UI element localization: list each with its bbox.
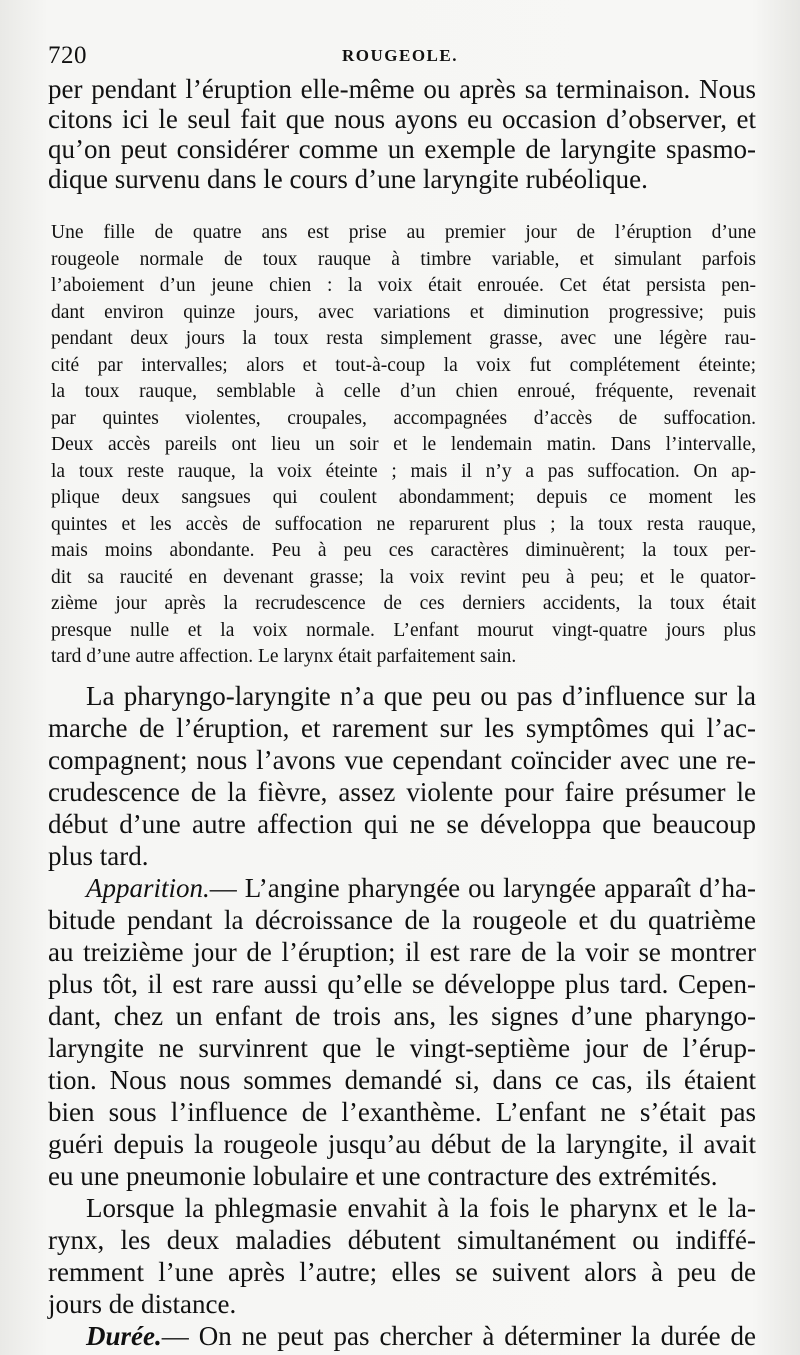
case-line: la toux reste rauque, la voix éteinte ; mais il n’y a pas suffocation. On ap-	[51, 460, 756, 482]
text-line: au treizième jour de l’éruption; il est rare de la voir se montrer	[48, 937, 756, 967]
text-line: plus tard.	[48, 841, 149, 871]
running-head: ROUGEOLE.	[342, 46, 458, 65]
text-line: Lorsque la phlegmasie envahit à la fois le pharynx et le la-	[86, 1193, 756, 1223]
text-line: marche de l’éruption, et rarement sur les symptômes qui l’ac-	[48, 713, 756, 743]
case-line: tard d’une autre affection. Le larynx était parfaitement sain.	[51, 646, 517, 667]
text-line: début d’une autre affection qui ne se développa que beaucoup	[48, 809, 756, 839]
duree-text: — On ne peut pas chercher à déterminer la durée de	[161, 1321, 756, 1351]
text-line: citons ici le seul fait que nous ayons eu occasion d’observer, et	[48, 104, 756, 134]
text-line: bitude pendant la décroissance de la rougeole et du quatrième	[48, 905, 756, 935]
apparition-text: — L’angine pharyngée ou laryngée apparaît d’ha-	[209, 873, 756, 903]
text-line: guéri depuis la rougeole jusqu’au début de la laryngite, il avait	[48, 1129, 756, 1159]
text-line: remment l’une après l’autre; elles se suivent alors à peu de	[48, 1257, 756, 1287]
text-line: plus tôt, il est rare aussi qu’elle se développe plus tard. Cepen-	[48, 969, 756, 999]
case-line: rougeole normale de toux rauque à timbre variable, et simulant parfois	[51, 248, 756, 270]
apparition-heading: Apparition.	[86, 873, 210, 903]
case-line: mais moins abondante. Peu à peu ces caractères diminuèrent; la toux per-	[51, 540, 756, 561]
text-line: rynx, les deux maladies débutent simultanément ou indiffé-	[48, 1225, 756, 1255]
intro-paragraph	[48, 74, 756, 194]
text-line: crudescence de la fièvre, assez violente pour faire présumer le	[48, 777, 756, 807]
duree-line	[48, 1320, 756, 1352]
page-header	[48, 40, 752, 70]
case-line: dant environ quinze jours, avec variations et diminution progressive; puis	[51, 301, 756, 323]
text-line: dant, chez un enfant de trois ans, les signes d’une pharyngo-	[48, 1001, 756, 1031]
text-line: tion. Nous nous sommes demandé si, dans ce cas, ils étaient	[48, 1065, 756, 1095]
text-line: jours de distance.	[48, 1289, 237, 1319]
page-number: 720	[48, 42, 87, 69]
text-line: compagnent; nous l’avons vue cependant coïncider avec une re-	[48, 745, 756, 775]
text-line: laryngite ne survinrent que le vingt-septième jour de l’érup-	[48, 1033, 756, 1063]
apparition-first-line	[48, 872, 756, 904]
case-line: quintes et les accès de suffocation ne reparurent plus ; la toux resta rauque,	[51, 513, 756, 535]
case-line: dit sa raucité en devenant grasse; la voix revint peu à peu; et le quator-	[51, 566, 756, 588]
case-line: la toux rauque, semblable à celle d’un chien enroué, fréquente, revenait	[51, 381, 756, 402]
text-line: per pendant l’éruption elle-même ou après sa terminaison. Nous	[48, 74, 756, 104]
main-text	[48, 680, 756, 1352]
case-line: Deux accès pareils ont lieu un soir et le lendemain matin. Dans l’intervalle,	[51, 434, 756, 455]
duree-heading: Durée.	[86, 1321, 162, 1351]
case-line: pendant deux jours la toux resta simplement grasse, avec une légère rau-	[51, 328, 756, 349]
text-line: qu’on peut considérer comme un exemple de laryngite spasmo-	[48, 134, 756, 164]
case-line: l’aboiement d’un jeune chien : la voix était enrouée. Cet état persista pen-	[51, 275, 756, 296]
case-line: zième jour après la recrudescence de ces derniers accidents, la toux était	[51, 593, 756, 614]
case-line: Une fille de quatre ans est prise au premier jour de l’éruption d’une	[51, 222, 756, 243]
case-report	[51, 220, 756, 671]
text-line: La pharyngo-laryngite n’a que peu ou pas d’influence sur la	[86, 681, 756, 711]
text-line: dique survenu dans le cours d’une laryngite rubéolique.	[48, 164, 648, 194]
case-line: par quintes violentes, croupales, accompagnées d’accès de suffocation.	[51, 407, 756, 429]
text-line: eu une pneumonie lobulaire et une contracture des extrémités.	[48, 1161, 718, 1191]
text-line: bien sous l’influence de l’exanthème. L’enfant ne s’était pas	[48, 1097, 756, 1127]
case-line: plique deux sangsues qui coulent abondamment; depuis ce moment les	[51, 487, 756, 508]
case-line: cité par intervalles; alors et tout-à-coup la voix fut complétement éteinte;	[51, 354, 756, 376]
case-line: presque nulle et la voix normale. L’enfant mourut vingt-quatre jours plus	[51, 619, 756, 641]
